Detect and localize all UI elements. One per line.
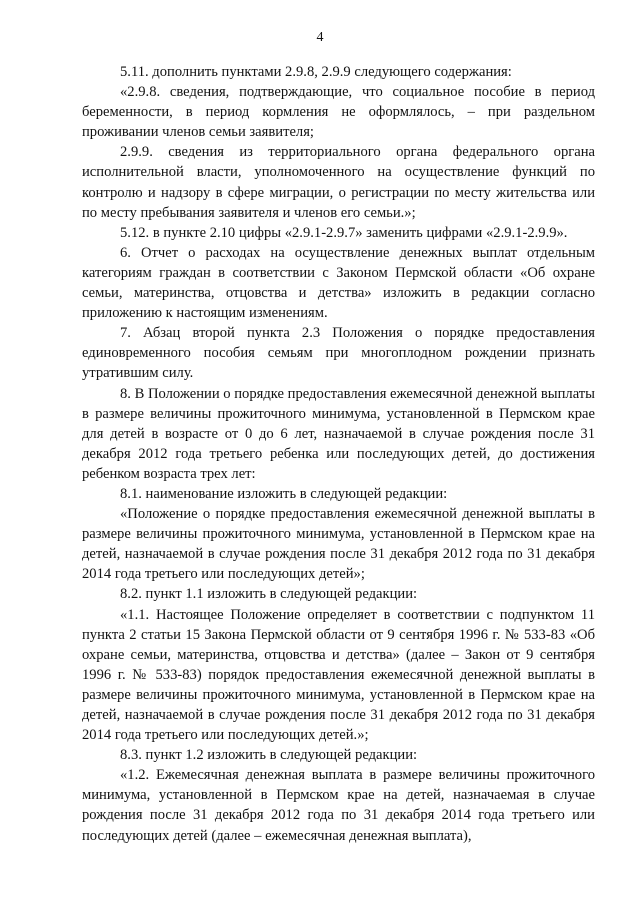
paragraph-2-9-9: 2.9.9. сведения из территориального органа федерального органа исполнительной власти, уполномоченного на осуществление функций по контролю и надзору в сфере миграции, о регистрации по месту жительства или по месту пребывания заявителя и членов его семьи.»; [82,144,595,221]
document-body [82,62,595,846]
paragraph-8-3: 8.3. пункт 1.2 изложить в следующей редакции: [120,747,418,764]
paragraph-8: 8. В Положении о порядке предоставления ежемесячной денежной выплаты в размере величины прожиточного минимума, установленной в Пермском крае для детей в возрасте от 0 до 6 лет, назначаемой в случае рождения после 31 декабря 2012 года третьего ребенка или последующих детей, до достижения ребенком возраста трех лет: [82,385,595,482]
paragraph-8-1-text: «Положение о порядке предоставления ежемесячной денежной выплаты в размере величины прожиточного минимума, установленной в Пермском крае на детей, назначаемой в случае рождения после 31 декабря 2012 года по 31 декабря 2014 года третьего или последующих детей»; [82,506,595,583]
paragraph-1-2: «1.2. Ежемесячная денежная выплата в размере величины прожиточного минимума, установленной в Пермском крае на детей, назначаемая в случае рождения после 31 декабря 2012 года по 31 декабря 2014 года третьего или последующих детей (далее – ежемесячная денежная выплата), [82,767,595,844]
paragraph-1-1: «1.1. Настоящее Положение определяет в соответствии с подпунктом 11 пункта 2 статьи 15 Закона Пермской области от 9 сентября 1996 г. № 533-83 «Об охране семьи, материнства, отцовства и детства» (далее – Закон от 9 сентября 1996 г. № 533-83) порядок предоставления ежемесячной денежной выплаты в размере величины прожиточного минимума, установленной в Пермском крае на детей, назначаемой в случае рождения после 31 декабря 2012 года по 31 декабря 2014 года третьего или последующих детей.»; [82,606,595,744]
paragraph-5-12: 5.12. в пункте 2.10 цифры «2.9.1-2.9.7» заменить цифрами «2.9.1-2.9.9». [120,224,568,241]
paragraph-8-1: 8.1. наименование изложить в следующей редакции: [120,485,448,502]
paragraph-7: 7. Абзац второй пункта 2.3 Положения о порядке предоставления единовременного пособия семьям при многоплодном рождении признать утратившим силу. [82,325,595,382]
paragraph-2-9-8: «2.9.8. сведения, подтверждающие, что социальное пособие в период беременности, в период кормления не оформлялось, – при раздельном проживании членов семьи заявителя; [82,84,595,141]
paragraph-6: 6. Отчет о расходах на осуществление денежных выплат отдельным категориям граждан в соответствии с Законом Пермской области «Об охране семьи, материнства, отцовства и детства» изложить в редакции согласно приложению к настоящим изменениям. [82,244,595,322]
paragraph-8-2: 8.2. пункт 1.1 изложить в следующей редакции: [120,586,418,603]
page-number: 4 [316,30,324,45]
paragraph-5-11: 5.11. дополнить пунктами 2.9.8, 2.9.9 следующего содержания: [120,64,512,80]
